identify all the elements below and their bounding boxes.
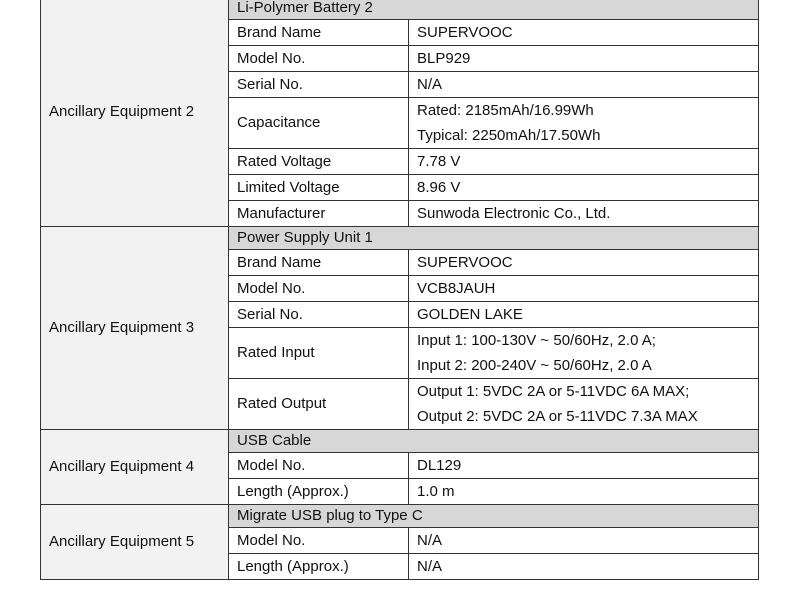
- row-label: Length (Approx.): [229, 554, 409, 580]
- row-label: Serial No.: [229, 302, 409, 328]
- row-value: DL129: [409, 453, 759, 479]
- section-title: Power Supply Unit 1: [229, 227, 759, 250]
- row-value: [409, 379, 759, 430]
- value-line: Output 2: 5VDC 2A or 5-11VDC 7.3A MAX: [417, 408, 698, 425]
- row-label: Capacitance: [229, 98, 409, 149]
- value-line: Input 1: 100-130V ~ 50/60Hz, 2.0 A;: [417, 332, 656, 349]
- row-label: Limited Voltage: [229, 175, 409, 201]
- row-label: Brand Name: [229, 250, 409, 276]
- row-value: N/A: [409, 528, 759, 554]
- row-value: Sunwoda Electronic Co., Ltd.: [409, 201, 759, 227]
- group-label: Ancillary Equipment 2: [41, 0, 229, 227]
- row-label: Model No.: [229, 276, 409, 302]
- row-value: SUPERVOOC: [409, 250, 759, 276]
- row-label: Rated Output: [229, 379, 409, 430]
- group-label: Ancillary Equipment 5: [41, 505, 229, 580]
- row-label: Manufacturer: [229, 201, 409, 227]
- row-value: [409, 98, 759, 149]
- section-header-row: [41, 0, 759, 20]
- group-label: Ancillary Equipment 3: [41, 227, 229, 430]
- specification-table-body: [41, 0, 759, 580]
- row-label: Length (Approx.): [229, 479, 409, 505]
- value-line: Output 1: 5VDC 2A or 5-11VDC 6A MAX;: [417, 383, 690, 400]
- row-label: Rated Input: [229, 328, 409, 379]
- section-header-row: [41, 227, 759, 250]
- section-title: Li-Polymer Battery 2: [229, 0, 759, 20]
- row-value: GOLDEN LAKE: [409, 302, 759, 328]
- section-title: Migrate USB plug to Type C: [229, 505, 759, 528]
- group-label: Ancillary Equipment 4: [41, 430, 229, 505]
- value-line: Rated: 2185mAh/16.99Wh: [417, 102, 594, 119]
- row-value: 1.0 m: [409, 479, 759, 505]
- row-value: N/A: [409, 72, 759, 98]
- row-value: N/A: [409, 554, 759, 580]
- section-title: USB Cable: [229, 430, 759, 453]
- row-value: SUPERVOOC: [409, 20, 759, 46]
- row-value: [409, 328, 759, 379]
- row-value: VCB8JAUH: [409, 276, 759, 302]
- section-header-row: [41, 430, 759, 453]
- row-label: Model No.: [229, 528, 409, 554]
- row-label: Serial No.: [229, 72, 409, 98]
- value-line: Input 2: 200-240V ~ 50/60Hz, 2.0 A: [417, 357, 652, 374]
- row-label: Model No.: [229, 46, 409, 72]
- row-value: 8.96 V: [409, 175, 759, 201]
- row-value: BLP929: [409, 46, 759, 72]
- row-label: Model No.: [229, 453, 409, 479]
- value-line: Typical: 2250mAh/17.50Wh: [417, 127, 601, 144]
- row-label: Rated Voltage: [229, 149, 409, 175]
- specification-table: [40, 0, 759, 580]
- row-label: Brand Name: [229, 20, 409, 46]
- row-value: 7.78 V: [409, 149, 759, 175]
- section-header-row: [41, 505, 759, 528]
